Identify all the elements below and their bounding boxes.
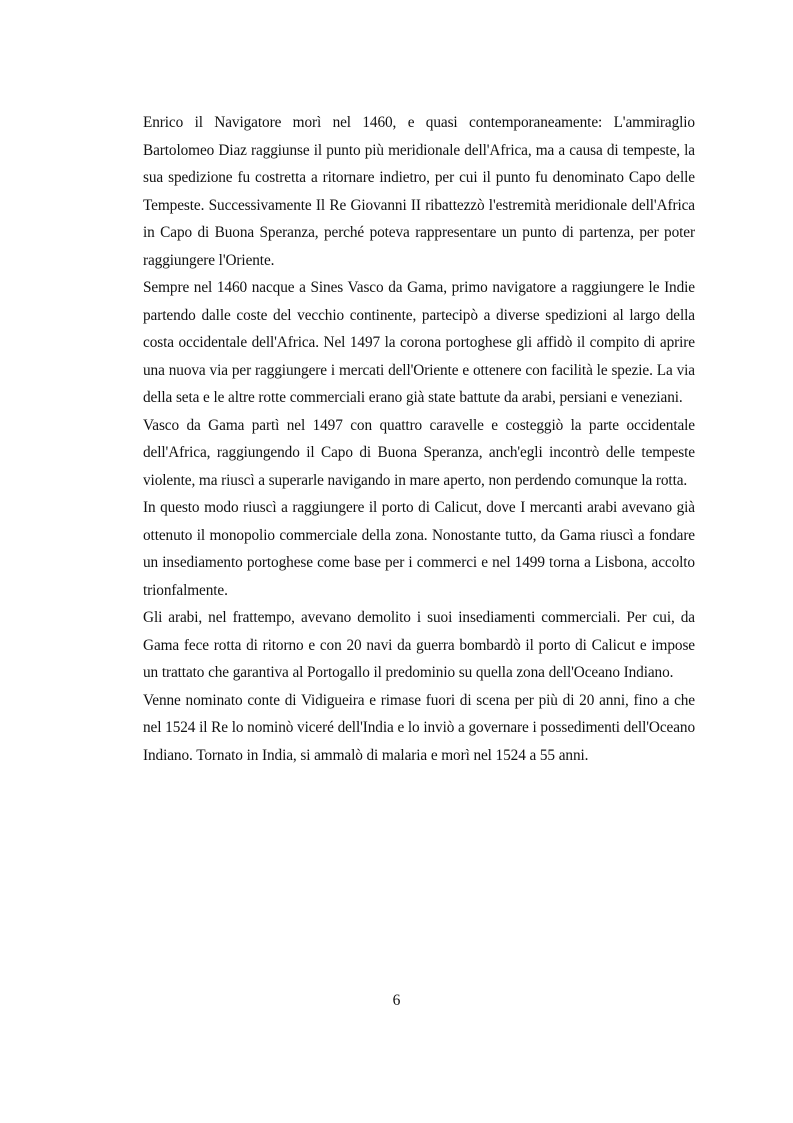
paragraph-2: Sempre nel 1460 nacque a Sines Vasco da Gama, primo navigatore a raggiungere le Indie partendo dalle coste del vecchio continente, partecipò a diverse spedizioni al largo della costa occidentale dell'Africa. Nel 1497 la corona portoghese gli affidò il compito di aprire una nuova via per raggiungere i mercati dell'Oriente e ottenere con facilità le spezie. La via della seta e le altre rotte commerciali erano già state battute da arabi, persiani e veneziani. [143,279,695,406]
paragraph-6: Venne nominato conte di Vidigueira e rimase fuori di scena per più di 20 anni, fino a che nel 1524 il Re lo nominò viceré dell'India e lo inviò a governare i possedimenti dell'Oceano Indiano. Tornato in India, si ammalò di malaria e morì nel 1524 a 55 anni. [143,691,695,764]
body-text [143,109,695,769]
paragraph-4: In questo modo riuscì a raggiungere il porto di Calicut, dove I mercanti arabi avevano già ottenuto il monopolio commerciale della zona. Nonostante tutto, da Gama riuscì a fondare un insediamento portoghese come base per i commerci e nel 1499 torna a Lisbona, accolto trionfalmente. [143,499,695,599]
paragraph-1: Enrico il Navigatore morì nel 1460, e quasi contemporaneamente: L'ammiraglio Bartolomeo Diaz raggiunse il punto più meridionale dell'Africa, ma a causa di tempeste, la sua spedizione fu costretta a ritornare indietro, per cui il punto fu denominato Capo delle Tempeste. Successivamente Il Re Giovanni II ribattezzò l'estremità meridionale dell'Africa in Capo di Buona Speranza, perché poteva rappresentare un punto di partenza, per poter raggiungere l'Oriente. [143,114,695,269]
paragraph-3: Vasco da Gama partì nel 1497 con quattro caravelle e costeggiò la parte occidentale dell'Africa, raggiungendo il Capo di Buona Speranza, anch'egli incontrò delle tempeste violente, ma riuscì a superarle navigando in mare aperto, non perdendo comunque la rotta. [143,416,695,489]
page-number: 6 [392,992,401,1009]
paragraph-5: Gli arabi, nel frattempo, avevano demolito i suoi insediamenti commerciali. Per cui, da Gama fece rotta di ritorno e con 20 navi da guerra bombardò il porto di Calicut e impose un trattato che garantiva al Portogallo il predominio su quella zona dell'Oceano Indiano. [143,609,695,681]
